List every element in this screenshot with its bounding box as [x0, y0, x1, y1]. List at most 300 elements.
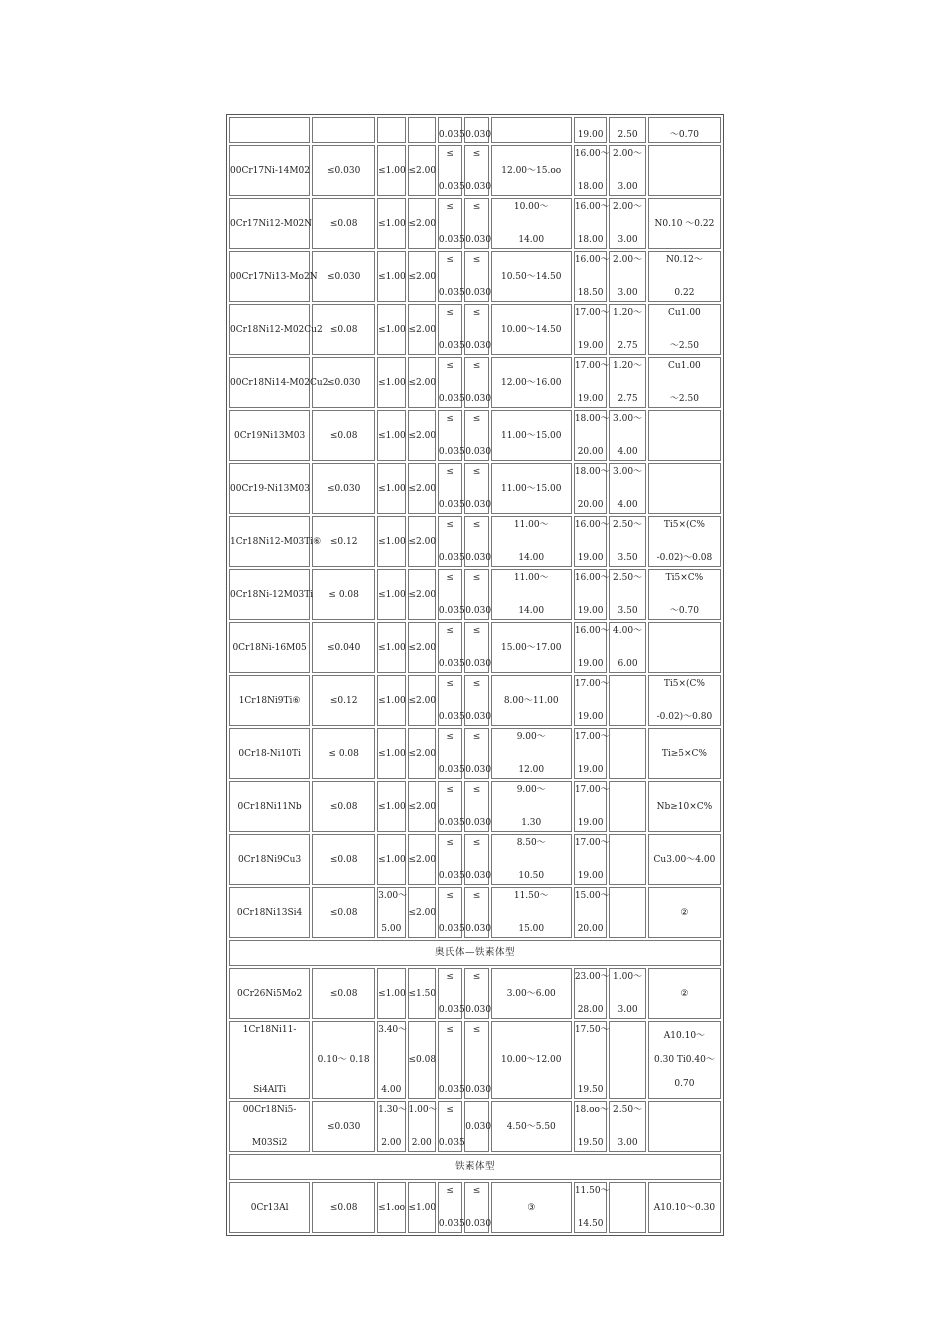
cell-text: 2.75 [617, 341, 638, 351]
cell-text: 0.035 [438, 1138, 465, 1148]
grade-cell [229, 145, 310, 196]
si-cell [377, 1021, 408, 1099]
cell-text: 00Cr17Ni-14M02 [230, 165, 311, 176]
cell-text: ≤ [446, 361, 454, 371]
cell-text: ≤ [446, 732, 454, 742]
c-cell [312, 145, 375, 196]
s-cell [464, 728, 492, 779]
cell-text: 11.50～ [574, 1186, 610, 1196]
cr-cell [574, 781, 610, 832]
cell-text: ≤ [446, 308, 454, 318]
ni-cell [491, 781, 572, 832]
cell-text: 1Cr18Ni11- [242, 1025, 297, 1035]
si-cell [377, 675, 405, 726]
cr-cell [574, 304, 610, 355]
cell-text: 15.00～ [574, 891, 610, 901]
cell-text: 0.035 [438, 712, 465, 722]
mo-cell [609, 1101, 646, 1152]
cell-text: ≤2.00 [408, 854, 437, 865]
other-cell [648, 675, 721, 726]
cr-cell [574, 463, 610, 514]
cell-text: 0Cr18-Ni10Ti [238, 748, 301, 759]
cell-text: 10.00～ [513, 202, 549, 212]
other-cell [648, 516, 721, 567]
cr-cell [574, 622, 610, 673]
cell-text: ≤ [472, 626, 481, 636]
p-cell [438, 198, 465, 249]
other-cell [648, 1182, 721, 1233]
ni-cell [491, 728, 572, 779]
c-cell [312, 410, 375, 461]
table-row [229, 834, 721, 885]
cell-text: 2.00 [411, 1138, 432, 1148]
p-cell [438, 781, 465, 832]
cell-text: ≤1.00 [378, 324, 406, 335]
s-cell [464, 145, 492, 196]
cell-text: 0.035 [438, 606, 465, 616]
cell-text: ≤ [446, 149, 454, 159]
cell-text: 18.oo～ [574, 1105, 609, 1115]
s-cell [464, 117, 492, 143]
cell-text: 0Cr26Ni5Mo2 [236, 988, 303, 999]
cell-text: ≤2.00 [408, 907, 437, 918]
cell-text: 10.00～14.50 [500, 324, 562, 335]
s-cell [464, 834, 492, 885]
ni-cell [491, 675, 572, 726]
ni-cell [491, 887, 572, 938]
cell-text: 0.030 [465, 924, 492, 934]
s-cell [464, 410, 492, 461]
mo-cell [609, 410, 646, 461]
cell-text: Cu1.00 [668, 308, 701, 318]
cell-text: ② [680, 907, 689, 918]
other-cell [648, 728, 721, 779]
cell-text: ≤1.00 [378, 748, 406, 759]
si-cell [377, 622, 405, 673]
table-row [229, 569, 721, 620]
cell-text: 18.00～ [574, 414, 610, 424]
mo-cell [609, 251, 646, 302]
cell-text: 0.035 [438, 235, 465, 245]
cell-text: 2.00～ [613, 255, 643, 265]
grade-cell [229, 834, 310, 885]
p-cell [438, 728, 465, 779]
cell-text: ≤ [446, 891, 454, 901]
section-heading-austenitic-ferritic: 奥氏体—铁素体型 [229, 940, 721, 966]
cell-text: 0.035 [438, 394, 465, 404]
ni-cell [491, 1182, 572, 1233]
cell-text: ≤2.00 [408, 324, 437, 335]
cell-text: 0Cr18Ni-16M05 [232, 642, 307, 653]
cell-text: 1.00～ [408, 1105, 438, 1115]
grade-cell [229, 251, 318, 302]
mn-cell [408, 675, 436, 726]
si-cell [377, 410, 405, 461]
grade-cell [229, 622, 310, 673]
mn-cell [408, 145, 436, 196]
mo-cell [609, 198, 646, 249]
c-cell [312, 357, 375, 408]
table-row [229, 117, 721, 143]
si-cell [377, 834, 405, 885]
cell-text: 1.00～ [613, 972, 643, 982]
mo-cell [609, 675, 646, 726]
other-cell [648, 117, 721, 143]
ni-cell [491, 198, 572, 249]
cr-cell [574, 1021, 610, 1099]
cell-text: ≤ [446, 255, 454, 265]
cell-text: 3.00 [617, 235, 638, 245]
grade-cell [229, 728, 310, 779]
s-cell [464, 781, 492, 832]
cell-text: ≤0.08 [329, 907, 358, 918]
grade-cell [229, 304, 323, 355]
table-row [229, 887, 721, 938]
table-row [229, 145, 721, 196]
cr-cell [574, 145, 610, 196]
cr-cell [574, 675, 610, 726]
cell-text: 3.40～ [378, 1025, 408, 1035]
s-cell [464, 1101, 492, 1152]
cell-text: Si4AlTi [253, 1085, 287, 1095]
cell-text: ≤1.00 [378, 165, 406, 176]
mn-cell [408, 463, 436, 514]
c-cell [312, 251, 375, 302]
cell-text: 0.70 [674, 1079, 695, 1089]
cell-text: 10.50 [518, 871, 545, 881]
cell-text: ≤1.00 [378, 271, 406, 282]
cell-text: ≤ [446, 626, 454, 636]
cell-text: 0Cr18Ni11Nb [237, 801, 302, 812]
s-cell [464, 304, 492, 355]
cell-text: 0.030 [465, 1085, 492, 1095]
grade-cell [229, 968, 310, 1019]
cr-cell [574, 887, 610, 938]
cell-text: 0.035 [438, 447, 465, 457]
cell-text: ≤ [446, 520, 454, 530]
cell-text: ≤ [446, 972, 454, 982]
cell-text: 1.30 [521, 818, 542, 828]
ni-cell [491, 622, 572, 673]
p-cell [438, 887, 465, 938]
ni-cell [491, 357, 572, 408]
table-row [229, 1101, 721, 1152]
cell-text: 0.030 [465, 500, 492, 510]
p-cell [438, 251, 465, 302]
cell-text: 1Cr18Ni12-M03Ti⑥ [230, 536, 322, 547]
cell-text: ≤1.00 [378, 988, 406, 999]
cell-text: 0.030 [465, 394, 492, 404]
table-row [229, 968, 721, 1019]
cell-text: Cu3.00～4.00 [653, 854, 716, 865]
cell-text: 17.00～ [574, 732, 610, 742]
table-row [229, 304, 721, 355]
cell-text: ≤1.00 [378, 536, 406, 547]
cell-text: 0.030 [465, 553, 492, 563]
mn-cell [408, 251, 436, 302]
cell-text: ≤ [446, 202, 454, 212]
cell-text: 1.20～ [613, 361, 643, 371]
grade-cell [229, 463, 310, 514]
table-row [229, 463, 721, 514]
cell-text: 17.00～ [574, 361, 610, 371]
p-cell [438, 1021, 465, 1099]
other-cell [648, 145, 721, 196]
s-cell [464, 569, 492, 620]
cell-text: 11.50～ [513, 891, 549, 901]
cr-cell [574, 1182, 610, 1233]
cr-cell [574, 968, 610, 1019]
cell-text: ≤ 0.08 [328, 748, 359, 759]
ni-cell [491, 834, 572, 885]
ni-cell [491, 145, 572, 196]
cell-text: Ti5×(C% [663, 679, 705, 689]
section-heading-ferritic: 铁素体型 [229, 1154, 721, 1180]
cell-text: ～0.70 [669, 606, 699, 616]
cell-text: ≤ [472, 202, 481, 212]
cell-text: 3.00 [617, 182, 638, 192]
cell-text: ≤ [472, 732, 481, 742]
mn-cell [408, 968, 436, 1019]
cell-text: M03Si2 [251, 1138, 288, 1148]
cell-text: 0.035 [438, 659, 465, 669]
s-cell [464, 463, 492, 514]
cell-text: 0.030 [465, 288, 492, 298]
mo-cell [609, 834, 646, 885]
si-cell [377, 463, 405, 514]
cell-text: 0Cr18Ni-12M03Ti [230, 589, 314, 600]
cell-text: 15.00～17.00 [500, 642, 562, 653]
c-cell [312, 622, 375, 673]
cell-text: 12.00～16.00 [500, 377, 562, 388]
cell-text: 3.00 [617, 1005, 638, 1015]
cell-text: 00Cr18Ni14-M02Cu2 [230, 377, 329, 388]
cell-text: 4.00～ [613, 626, 643, 636]
cell-text: ≤ [472, 573, 481, 583]
p-cell [438, 304, 465, 355]
cell-text: 0.035 [438, 130, 465, 140]
c-cell [312, 968, 375, 1019]
cell-text: 0Cr18Ni9Cu3 [237, 854, 302, 865]
table-row [229, 251, 721, 302]
cell-text: ≤0.08 [329, 430, 358, 441]
other-cell [648, 198, 721, 249]
other-cell [648, 463, 721, 514]
c-cell [312, 675, 375, 726]
cr-cell [574, 410, 610, 461]
cell-text: 18.00 [577, 235, 604, 245]
cell-text: ≤2.00 [408, 271, 437, 282]
cell-text: 14.00 [518, 606, 545, 616]
cell-text: ≤ [446, 414, 454, 424]
cell-text: 5.00 [381, 924, 402, 934]
cell-text: 16.00～ [574, 202, 610, 212]
cell-text: 19.50 [577, 1138, 604, 1148]
p-cell [438, 834, 465, 885]
mn-cell [408, 622, 436, 673]
other-cell [648, 357, 721, 408]
c-cell [312, 728, 375, 779]
cell-text: N0.12～ [665, 255, 703, 265]
cell-text: ≤ [446, 573, 454, 583]
mo-cell [609, 622, 646, 673]
cell-text: ≤2.00 [408, 642, 437, 653]
p-cell [438, 410, 465, 461]
si-cell [377, 251, 405, 302]
table-row [229, 728, 721, 779]
cell-text: ≤2.00 [408, 218, 437, 229]
ni-cell [491, 304, 572, 355]
cell-text: ≤1.00 [378, 801, 406, 812]
cell-text: 19.00 [577, 606, 604, 616]
cell-text: 4.50～5.50 [506, 1121, 556, 1132]
cell-text: 0.035 [438, 182, 465, 192]
si-cell [377, 1182, 405, 1233]
cell-text: 3.00～ [378, 891, 408, 901]
cell-text: 19.00 [577, 712, 604, 722]
cell-text: 0.030 [465, 1005, 492, 1015]
cell-text: 2.00～ [613, 202, 643, 212]
other-cell [648, 1101, 721, 1152]
c-cell [312, 463, 375, 514]
cell-text: 16.00～ [574, 626, 610, 636]
cell-text: 19.00 [577, 659, 604, 669]
cell-text: ～0.70 [669, 130, 699, 140]
cell-text: ～2.50 [669, 394, 699, 404]
s-cell [464, 516, 492, 567]
cell-text: ② [680, 988, 689, 999]
mo-cell [609, 728, 646, 779]
p-cell [438, 117, 465, 143]
cell-text: 10.50～14.50 [500, 271, 562, 282]
s-cell [464, 198, 492, 249]
cell-text: 0Cr17Ni12-M02N [230, 218, 313, 229]
s-cell [464, 1182, 492, 1233]
si-cell [377, 728, 405, 779]
cell-text: ≤0.030 [326, 271, 361, 282]
cell-text: ≤ 0.08 [328, 589, 359, 600]
cell-text: ≤ [472, 308, 481, 318]
cr-cell [574, 516, 610, 567]
cell-text: 14.50 [577, 1219, 604, 1229]
table-row [229, 622, 721, 673]
grade-cell [229, 117, 310, 143]
cell-text: 2.50～ [613, 520, 643, 530]
c-cell [312, 1021, 375, 1099]
cr-cell [574, 1101, 607, 1152]
cell-text: ≤ [446, 1186, 454, 1196]
si-cell [377, 145, 405, 196]
cell-text: 9.00～ [516, 732, 546, 742]
p-cell [438, 357, 465, 408]
cell-text: 0.035 [438, 1219, 465, 1229]
cell-text: ≤0.08 [329, 801, 358, 812]
table-row [229, 410, 721, 461]
cell-text: ≤2.00 [408, 165, 437, 176]
cell-text: ≤2.00 [408, 483, 437, 494]
grade-cell [229, 198, 313, 249]
cell-text: 16.00～ [574, 573, 610, 583]
cell-text: ≤ [472, 838, 481, 848]
mo-cell [609, 968, 646, 1019]
cell-text: 20.00 [577, 447, 604, 457]
cell-text: ≤ [472, 520, 481, 530]
mn-cell [408, 1021, 436, 1099]
p-cell [438, 463, 465, 514]
c-cell [312, 569, 375, 620]
p-cell [438, 968, 465, 1019]
mn-cell [408, 516, 436, 567]
table-row [229, 357, 721, 408]
cell-text: ≤ [472, 972, 481, 982]
cell-text: ≤1.00 [378, 377, 406, 388]
c-cell [312, 834, 375, 885]
cell-text: 0.035 [438, 1085, 465, 1095]
si-cell [377, 569, 405, 620]
cell-text: 16.00～ [574, 149, 610, 159]
cell-text: Ti5×C% [665, 573, 704, 583]
mo-cell [609, 463, 646, 514]
cell-text: ≤ [472, 679, 481, 689]
cell-text: 11.00～ [513, 520, 549, 530]
mo-cell [609, 145, 646, 196]
si-cell [377, 198, 405, 249]
cr-cell [574, 834, 610, 885]
cell-text: ≤0.08 [329, 988, 358, 999]
cell-text: 00Cr19-Ni13M03 [230, 483, 311, 494]
cell-text: 0.035 [438, 341, 465, 351]
cell-text: -0.02)～0.80 [656, 712, 713, 722]
cell-text: 9.00～ [516, 785, 546, 795]
si-cell [377, 887, 408, 938]
cell-text: 2.75 [617, 394, 638, 404]
cell-text: 0.035 [438, 924, 465, 934]
cell-text: ≤0.030 [326, 483, 361, 494]
cell-text: ≤1.oo [378, 1202, 406, 1213]
cell-text: ≤0.08 [329, 1202, 358, 1213]
mn-cell [408, 117, 436, 143]
cell-text: ≤0.08 [408, 1055, 437, 1065]
s-cell [464, 251, 492, 302]
cell-text: 0.030 [465, 871, 492, 881]
cell-text: ≤2.00 [408, 536, 437, 547]
c-cell [312, 198, 375, 249]
si-cell [377, 781, 405, 832]
mn-cell [408, 1182, 436, 1233]
cell-text: ≤ [446, 1105, 454, 1115]
s-cell [464, 675, 492, 726]
ni-cell [491, 516, 572, 567]
mn-cell [408, 834, 436, 885]
cell-text: ≤ [472, 1025, 481, 1035]
cell-text: 2.50～ [613, 1105, 643, 1115]
cell-text: 17.00～ [574, 785, 610, 795]
cell-text: ≤1.00 [408, 1202, 437, 1213]
cell-text: ≤ [472, 149, 481, 159]
cell-text: ≤0.030 [326, 377, 361, 388]
cell-text: ≤0.040 [326, 642, 361, 653]
cell-text: 11.00～15.00 [500, 430, 562, 441]
c-cell [312, 516, 375, 567]
cell-text: ≤2.00 [408, 801, 437, 812]
other-cell [648, 834, 721, 885]
cell-text: 8.50～ [516, 838, 546, 848]
mn-cell [408, 781, 436, 832]
c-cell [312, 117, 375, 143]
cell-text: Nb≥10×C% [656, 801, 713, 812]
cell-text: 1.30～ [378, 1105, 408, 1115]
cell-text: 19.00 [577, 341, 604, 351]
